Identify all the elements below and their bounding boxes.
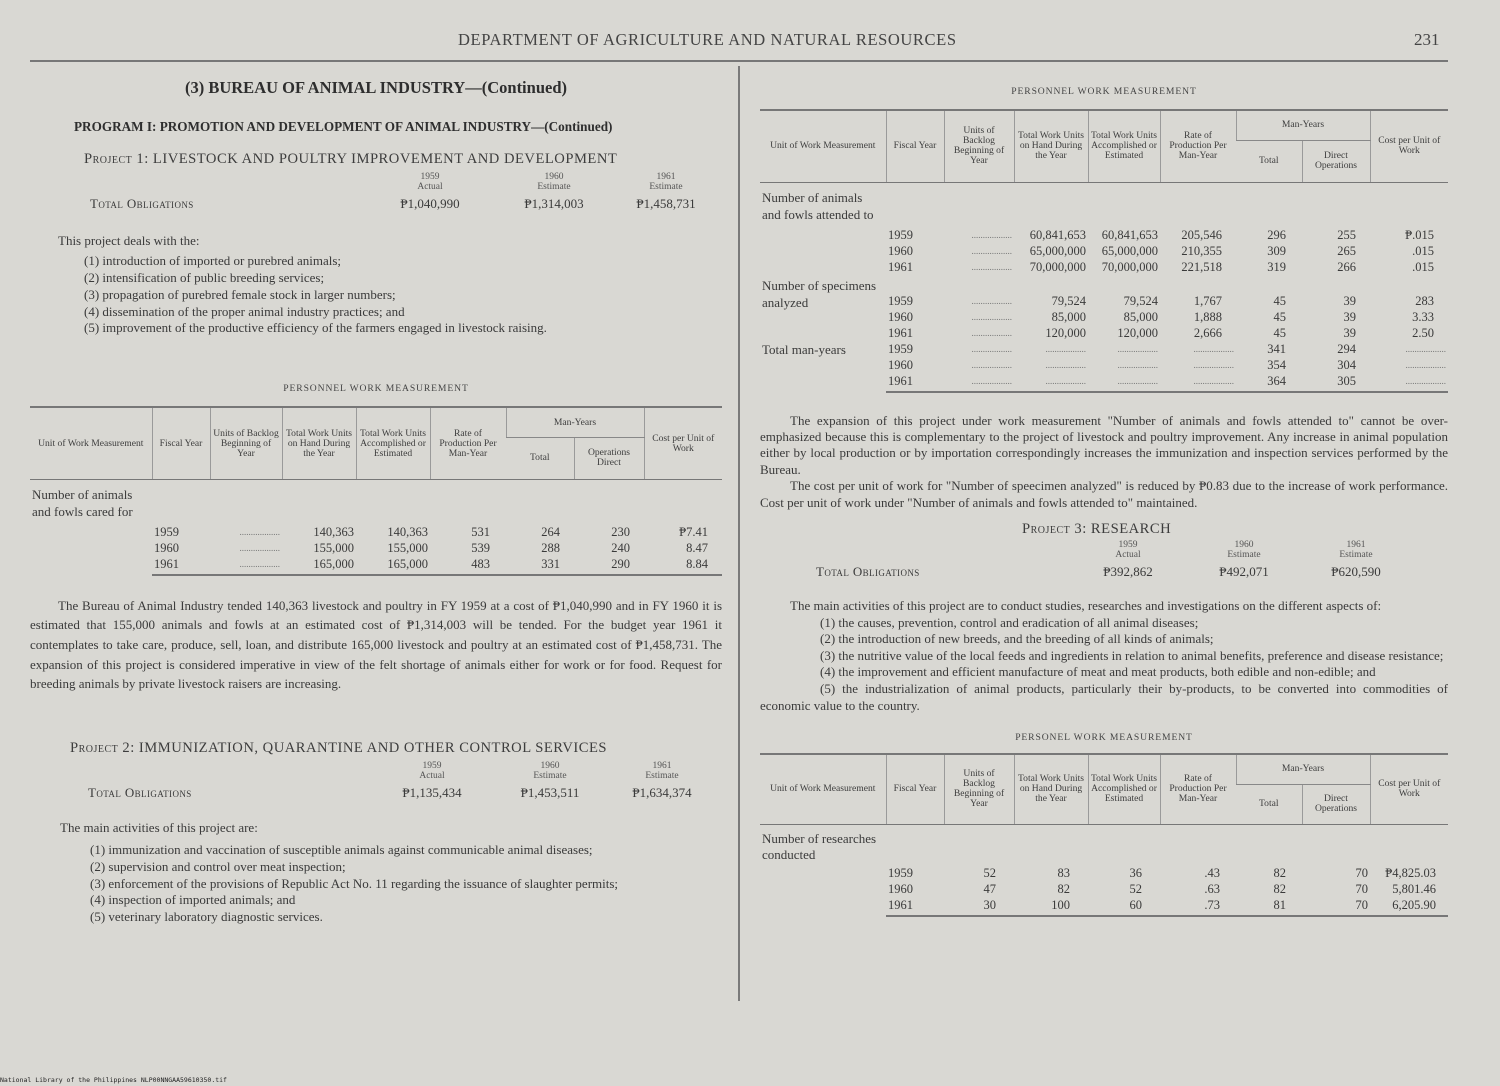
project2-obligations (30, 761, 722, 801)
cell: .................. (1405, 359, 1446, 370)
cell: 483 (430, 556, 506, 575)
obl-kind: Estimate (645, 770, 679, 781)
list-item: (2) intensification of public breeding services; (84, 270, 325, 286)
obl-year: 1959 (1118, 539, 1138, 550)
program-title: PROGRAM I: PROMOTION AND DEVELOPMENT OF ANIMAL INDUSTRY—(Continued) (74, 119, 613, 134)
cell: 60,841,653 (1101, 227, 1158, 242)
project1-title: Project 1: LIVESTOCK AND POULTRY IMPROVEMENT AND DEVELOPMENT (84, 151, 618, 167)
cell-year: 1960 (888, 309, 913, 324)
scan-footer: National Library of the Philippines NLP00NNGAA59610350.tif (0, 1076, 227, 1084)
cell-year: 1959 (888, 293, 913, 308)
cell: 230 (611, 524, 630, 539)
cell-backlog: .................. (971, 295, 1012, 306)
cell: 70 (1302, 897, 1370, 916)
obl-value: ₱1,040,990 (400, 196, 460, 211)
cell: 60 (1088, 897, 1160, 916)
obl-year: 1960 (544, 172, 564, 182)
cell: .................. (1117, 359, 1158, 370)
cell: .63 (1204, 881, 1220, 896)
unit-label: Number of researches conducted (762, 830, 877, 862)
obl-kind: Actual (419, 770, 445, 781)
obl-kind: Estimate (649, 182, 683, 192)
cell: 39 (1343, 309, 1356, 324)
cell: 539 (471, 540, 490, 555)
cell: 266 (1337, 259, 1356, 274)
th-fiscal: Fiscal Year (886, 110, 944, 182)
unit-label: Number of animals and fowls cared for (32, 486, 133, 519)
project3-intro: The main activities of this project are to conduct studies, researches and investigations on the different aspects of: (790, 597, 1382, 613)
th-backlog: Units of Backlog Beginning of Year (944, 754, 1014, 824)
th-accomplished: Total Work Units Accomplished or Estimated (1088, 754, 1160, 824)
th-total: Total (1236, 784, 1302, 824)
th-direct-operations: Direct Operations (1302, 784, 1370, 824)
page-number: 231 (1414, 30, 1440, 49)
obl-kind: Estimate (537, 182, 571, 192)
cell: .................. (1160, 373, 1236, 392)
project1-intro: This project deals with the: (58, 233, 200, 248)
cell: 6,205.90 (1370, 897, 1448, 916)
cell-backlog: .................. (971, 229, 1012, 240)
bureau-title: (3) BUREAU OF ANIMAL INDUSTRY—(Continued) (184, 78, 567, 97)
cell: 52 (1129, 881, 1142, 896)
th-accomplished: Total Work Units Accomplished or Estimated (356, 407, 430, 479)
project2-title: Project 2: IMMUNIZATION, QUARANTINE AND OTHER CONTROL SERVICES (70, 739, 608, 756)
cell: 70,000,000 (1101, 259, 1158, 274)
project3-list (760, 615, 1448, 715)
unit-label: Number of specimens analyzed (762, 277, 877, 310)
list-item: (1) immunization and vaccination of susceptible animals against communicable animal diseases; (90, 842, 593, 858)
cell: .73 (1160, 897, 1236, 916)
cell: 294 (1337, 341, 1356, 356)
table-row (30, 486, 722, 540)
cell: 8.84 (644, 556, 722, 575)
left-column (30, 70, 722, 926)
unit-label: Number of animals and fowls attended to (762, 189, 874, 222)
list-item: (5) the industrialization of animal products, particularly their by-products, to be converted into commodities of economic value to the country. (760, 680, 1448, 713)
cell-year: 1961 (886, 897, 944, 916)
list-item: (5) veterinary laboratory diagnostic services. (90, 909, 323, 925)
cell-backlog: .................. (971, 311, 1012, 322)
cell-year: 1959 (888, 341, 913, 356)
project2-work-table (760, 109, 1448, 393)
th-hand: Total Work Units on Hand During the Year (1014, 754, 1088, 824)
cell: 70 (1355, 881, 1368, 896)
cell: 296 (1267, 227, 1286, 242)
project1-list (60, 253, 722, 337)
cell: 210,355 (1181, 243, 1222, 258)
cell: 341 (1267, 341, 1286, 356)
cell-year: 1961 (888, 259, 913, 274)
obl-kind: Estimate (1227, 549, 1261, 560)
cell-year: 1960 (888, 243, 913, 258)
obligations-label: Total Obligations (90, 196, 194, 211)
project3-obligations (760, 540, 1448, 580)
th-direct-operations: Direct Operations (1302, 140, 1370, 182)
th-total: Total (506, 437, 574, 479)
cell: 85,000 (1123, 309, 1158, 324)
cell: 79,524 (1051, 293, 1086, 308)
cell: 305 (1302, 373, 1370, 392)
cell: 83 (1057, 865, 1070, 880)
cell: ₱.015 (1405, 227, 1434, 242)
obl-year: 1961 (1346, 539, 1366, 550)
list-item: (2) the introduction of new breeds, and the breeding of all kinds of animals; (820, 631, 1214, 647)
obl-value: ₱392,862 (1103, 563, 1153, 579)
list-item: (2) supervision and control over meat inspection; (90, 858, 346, 874)
cell: ₱7.41 (679, 524, 708, 539)
project3-title: Project 3: RESEARCH (1022, 520, 1172, 537)
cell: .................. (1193, 359, 1234, 370)
cell: 82 (1273, 881, 1286, 896)
th-unit: Unit of Work Measurement (30, 407, 152, 479)
cell: 52 (983, 865, 996, 880)
cell: 531 (471, 524, 490, 539)
obl-value: ₱1,634,374 (632, 784, 692, 800)
th-unit: Unit of Work Measurement (760, 754, 886, 824)
obligations-label: Total Obligations (88, 784, 192, 800)
th-total: Total (1236, 140, 1302, 182)
obl-kind: Estimate (533, 770, 567, 781)
cell: .................. (971, 343, 1012, 354)
cell: 120,000 (1117, 325, 1158, 340)
cell: 290 (574, 556, 644, 575)
project3-work-table (760, 753, 1448, 917)
right-column (760, 70, 1448, 917)
obl-kind: Actual (1115, 549, 1141, 560)
cell: 264 (541, 524, 560, 539)
th-unit: Unit of Work Measurement (760, 110, 886, 182)
cell-year: 1961 (888, 325, 913, 340)
th-hand: Total Work Units on Hand During the Year (282, 407, 356, 479)
cell: 319 (1267, 259, 1286, 274)
cell: .................. (1405, 343, 1446, 354)
cell: 70 (1355, 865, 1368, 880)
th-fiscal: Fiscal Year (152, 407, 210, 479)
cell: .................. (1088, 373, 1160, 392)
project2-intro: The main activities of this project are: (60, 819, 258, 835)
cell: 60,841,653 (1029, 227, 1086, 242)
table-row (760, 831, 1448, 881)
project3-table-caption: PERSONEL WORK MEASUREMENT (1015, 732, 1193, 744)
obl-value: ₱1,453,511 (520, 784, 580, 800)
cell: 265 (1337, 243, 1356, 258)
project1-work-table (30, 406, 722, 576)
cell: 120,000 (1045, 325, 1086, 340)
cell-year: 1959 (888, 227, 913, 242)
th-cost: Cost per Unit of Work (1370, 754, 1448, 824)
right-table1-caption: PERSONNEL WORK MEASUREMENT (1011, 86, 1197, 97)
th-backlog: Units of Backlog Beginning of Year (210, 407, 282, 479)
cell: .................. (944, 373, 1014, 392)
cell-year: 1959 (154, 524, 179, 539)
cell: 45 (1273, 293, 1286, 308)
cell: 354 (1267, 357, 1286, 372)
right-paragraph-2: The cost per unit of work for "Number of speecimen analyzed" is reduced by ₱0.83 due to the increase of work performance. Cost per unit of work under "Number of animals and fowls attended to" maintained. (760, 478, 1448, 510)
list-item: (4) dissemination of the proper animal industry practices; and (84, 303, 405, 319)
cell: 100 (1014, 897, 1088, 916)
cell-year: 1960 (888, 881, 913, 896)
th-man-years: Man-Years (1236, 754, 1370, 784)
right-paragraph-1: The expansion of this project under work measurement "Number of animals and fowls attended to" cannot be over-emphasized because this is complementary to the project of livestock and poultry improvement. Any increase in animal population either by local production or by importation correspondingly increases the immunization and inspection services performed by the Bureau. (760, 412, 1448, 477)
obl-year: 1960 (540, 760, 560, 771)
th-rate: Rate of Production Per Man-Year (1160, 754, 1236, 824)
cell: 1,767 (1193, 293, 1222, 308)
cell: 47 (983, 881, 996, 896)
cell: 1,888 (1193, 309, 1222, 324)
cell: 155,000 (387, 540, 428, 555)
cell: 140,363 (387, 524, 428, 539)
cell: .................. (971, 359, 1012, 370)
cell: 82 (1057, 881, 1070, 896)
table-row (760, 275, 1448, 309)
cell: .015 (1412, 243, 1434, 258)
project1-obligations (30, 172, 722, 212)
table-row (760, 341, 1448, 357)
obl-year: 1961 (652, 760, 672, 771)
cell-backlog: .................. (971, 327, 1012, 338)
cell: 155,000 (313, 540, 354, 555)
th-rate: Rate of Production Per Man-Year (430, 407, 506, 479)
list-item: (3) the nutritive value of the local feeds and ingredients in relation to animal benefits, preference and disease resistance; (820, 647, 1444, 663)
cell: 30 (944, 897, 1014, 916)
cell: .................. (1045, 359, 1086, 370)
cell: 36 (1129, 865, 1142, 880)
project1-narrative: The Bureau of Animal Industry tended 140,363 livestock and poultry in FY 1959 at a cost of ₱1,040,990 and in FY 1960 it is estimated that 155,000 animals and fowls at an estimated cost of ₱1,314,003 will be tended. For the budget year 1961 it contemplates to take care, produce, sell, loan, and distribute 165,000 livestock and poultry at an estimated cost of ₱1,458,731. The expansion of this project is considered imperative in view of the felt shortage of animals either for work or for food. Request for breeding animals by private livestock raisers are increasing. (30, 597, 722, 692)
th-backlog: Units of Backlog Beginning of Year (944, 110, 1014, 182)
cell: .................. (1045, 343, 1086, 354)
cell: 5,801.46 (1392, 881, 1436, 896)
cell: 140,363 (313, 524, 354, 539)
cell: .................. (1193, 343, 1234, 354)
cell: ₱4,825.03 (1385, 865, 1436, 880)
header-rule (30, 60, 1448, 62)
obl-value: ₱620,590 (1331, 563, 1381, 579)
cell: 283 (1415, 293, 1434, 308)
cell: .................. (1014, 373, 1088, 392)
cell: 8.47 (686, 540, 708, 555)
cell: 85,000 (1051, 309, 1086, 324)
cell: 364 (1236, 373, 1302, 392)
cell: .................. (1117, 343, 1158, 354)
cell: 288 (541, 540, 560, 555)
obl-kind: Actual (417, 182, 443, 192)
project1-table-caption: PERSONNEL WORK MEASUREMENT (283, 383, 469, 395)
cell: 79,524 (1123, 293, 1158, 308)
cell: .................. (1370, 373, 1448, 392)
obl-value: ₱492,071 (1219, 563, 1269, 579)
obl-kind: Estimate (1339, 549, 1373, 560)
list-item: (3) propagation of purebred female stock in larger numbers; (84, 286, 396, 302)
cell-backlog: .................. (239, 542, 280, 553)
cell: 45 (1273, 309, 1286, 324)
cell-backlog: .................. (971, 245, 1012, 256)
obl-value: ₱1,314,003 (524, 196, 584, 211)
cell: 3.33 (1412, 309, 1434, 324)
obl-value: ₱1,458,731 (636, 196, 696, 211)
list-item: (4) inspection of imported animals; and (90, 892, 296, 908)
th-man-years: Man-Years (506, 407, 644, 437)
cell: 331 (506, 556, 574, 575)
th-man-years: Man-Years (1236, 110, 1370, 140)
obl-year: 1959 (420, 172, 440, 182)
obl-year: 1959 (422, 760, 442, 771)
cell: .43 (1204, 865, 1220, 880)
cell: 65,000,000 (1029, 243, 1086, 258)
cell: 255 (1337, 227, 1356, 242)
list-item: (3) enforcement of the provisions of Republic Act No. 11 regarding the issuance of slaughter permits; (90, 875, 619, 891)
cell-backlog: .................. (210, 556, 282, 575)
cell: 81 (1236, 897, 1302, 916)
th-cost: Cost per Unit of Work (644, 407, 722, 479)
table-row (760, 189, 1448, 243)
cell: 45 (1273, 325, 1286, 340)
obl-value: ₱1,135,434 (402, 784, 462, 800)
list-item: (1) the causes, prevention, control and eradication of all animal diseases; (820, 614, 1199, 630)
list-item: (1) introduction of imported or purebred animals; (84, 253, 342, 269)
list-item: (4) the improvement and efficient manufacture of meat and meat products, both edible and non-edible; and (820, 664, 1376, 680)
cell: 82 (1273, 865, 1286, 880)
unit-label: Total man-years (762, 341, 846, 357)
cell-year: 1961 (152, 556, 210, 575)
obligations-label: Total Obligations (816, 563, 920, 579)
th-hand: Total Work Units on Hand During the Year (1014, 110, 1088, 182)
obl-year: 1961 (656, 172, 676, 182)
cell-year: 1960 (888, 357, 913, 372)
page-header-title: DEPARTMENT OF AGRICULTURE AND NATURAL RESOURCES (458, 30, 957, 49)
cell: 165,000 (282, 556, 356, 575)
cell: .015 (1412, 259, 1434, 274)
cell: 221,518 (1181, 259, 1222, 274)
cell-year: 1960 (154, 540, 179, 555)
obl-year: 1960 (1234, 539, 1254, 550)
project2-list (30, 842, 722, 926)
th-accomplished: Total Work Units Accomplished or Estimated (1088, 110, 1160, 182)
cell: 2,666 (1193, 325, 1222, 340)
cell: 165,000 (356, 556, 430, 575)
th-operations-direct: Operations Direct (574, 437, 644, 479)
cell: 240 (611, 540, 630, 555)
cell: 65,000,000 (1101, 243, 1158, 258)
cell: 2.50 (1412, 325, 1434, 340)
cell: 309 (1267, 243, 1286, 258)
th-cost: Cost per Unit of Work (1370, 110, 1448, 182)
th-fiscal: Fiscal Year (886, 754, 944, 824)
cell: 304 (1337, 357, 1356, 372)
page-header (0, 30, 1500, 52)
cell: 205,546 (1181, 227, 1222, 242)
list-item: (5) improvement of the productive efficiency of the farmers engaged in livestock raising. (84, 320, 547, 336)
cell-year: 1959 (888, 865, 913, 880)
cell: 39 (1343, 325, 1356, 340)
cell: 70,000,000 (1029, 259, 1086, 274)
cell-year: 1961 (886, 373, 944, 392)
cell: 39 (1343, 293, 1356, 308)
column-divider (738, 66, 740, 1001)
th-rate: Rate of Production Per Man-Year (1160, 110, 1236, 182)
cell-backlog: .................. (971, 261, 1012, 272)
cell-backlog: .................. (239, 526, 280, 537)
